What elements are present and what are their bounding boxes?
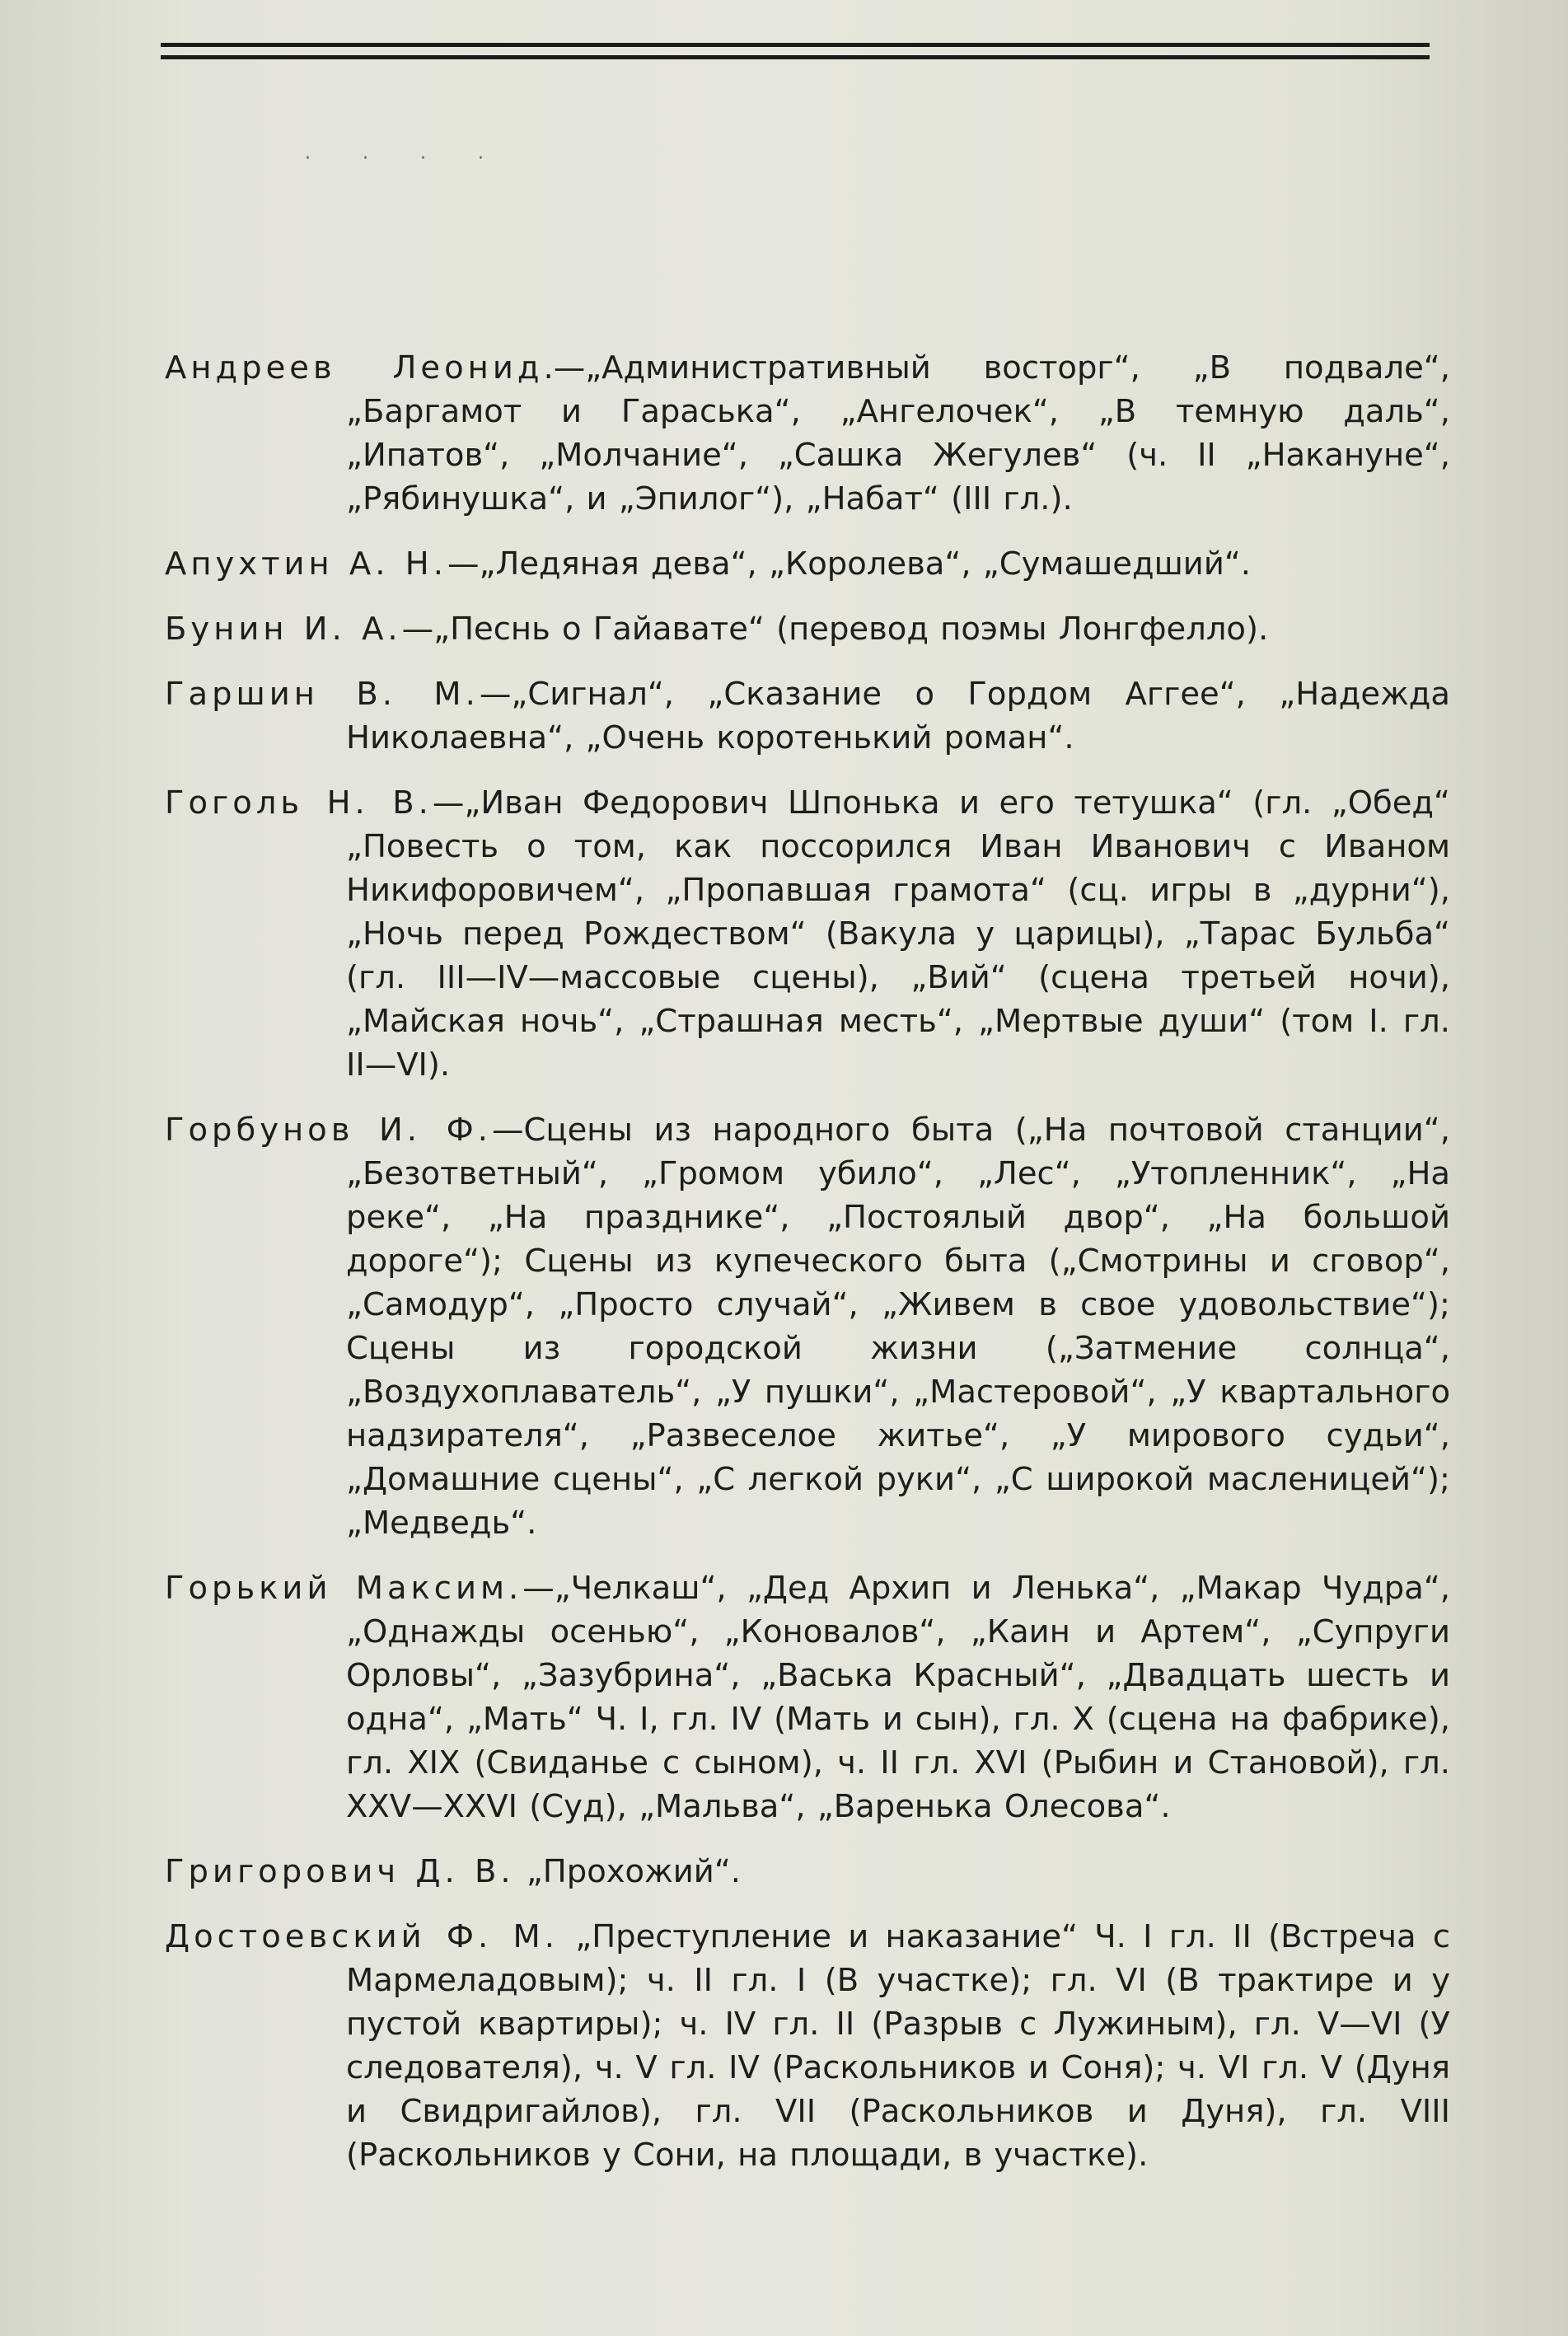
entry-gorky <box>165 1566 1450 1828</box>
author-name: Гаршин В. М. <box>165 676 480 713</box>
entry-andreev <box>165 346 1450 521</box>
works-list: —„Иван Федорович Шпонька и его тетушка“ (гл. „Обед“ „Повесть о том, как поссорился Иван Иванович с Иваном Никифоровичем“, „Пропавшая грамота“ (сц. игры в „дурни“), „Ночь перед Рождеством“ (Вакула у царицы), „Тарас Бульба“ (гл. III—IV—массовые сцены), „Вий“ (сцена третьей ночи), „Майская ночь“, „Страшная месть“, „Мертвые души“ (том I. гл. II—VI). <box>346 784 1450 1084</box>
entry-apukhtin <box>165 542 1450 586</box>
top-rule-thin <box>161 55 1430 59</box>
works-list: —„Челкаш“, „Дед Архип и Ленька“, „Макар Чудра“, „Однажды осенью“, „Коновалов“, „Каин и Артем“, „Супруги Орловы“, „Зазубрина“, „Васька Красный“, „Двадцать шесть и одна“, „Мать“ Ч. I, гл. IV (Мать и сын), гл. X (сцена на фабрике), гл. XIX (Свиданье с сыном), ч. II гл. XVI (Рыбин и Становой), гл. XXV—XXVI (Суд), „Мальва“, „Варенька Олесова“. <box>346 1570 1451 1825</box>
works-list: „Прохожий“. <box>514 1853 742 1890</box>
entry-dostoevsky <box>165 1915 1450 2177</box>
entry-gogol <box>165 781 1450 1087</box>
works-list: —„Сигнал“, „Сказание о Гордом Аггее“, „Надежда Николаевна“, „Очень коротенький роман“. <box>346 676 1450 756</box>
entry-gorbunov <box>165 1108 1450 1545</box>
works-list: .—„Административный восторг“, „В подвале“, „Баргамот и Гараська“, „Ангелочек“, „В темную даль“, „Ипатов“, „Молчание“, „Сашка Жегулев“ (ч. II „Накануне“, „Рябинушка“, и „Эпилог“), „Набат“ (III гл.). <box>346 349 1450 517</box>
entry-bunin <box>165 607 1450 651</box>
works-list: „Преступление и наказание“ Ч. I гл. II (Встреча с Мармеладовым); ч. II гл. I (В участке); гл. VI (В трактире и у пустой квартиры); ч. IV гл. II (Разрыв с Лужиным), гл. V—VI (У следователя), ч. V гл. IV (Раскольников и Соня); ч. VI гл. V (Дуня и Свидригайлов), гл. VII (Раскольников и Дуня), гл. VIII (Раскольников у Сони, на площади, в участке). <box>346 1918 1450 2174</box>
entry-grigorovich <box>165 1850 1450 1894</box>
entry-garshin <box>165 672 1450 760</box>
author-name: Бунин И. А. <box>165 611 402 648</box>
works-list: —„Песнь о Гайавате“ (перевод поэмы Лонгфелло). <box>401 611 1269 648</box>
author-name: Достоевский Ф. М. <box>165 1918 559 1955</box>
works-list: —Сцены из народного быта („На почтовой станции“, „Безответный“, „Громом убило“, „Лес“, „Утопленник“, „На реке“, „На празднике“, „Постоялый двор“, „На большой дороге“); Сцены из купеческого быта („Смотрины и сговор“, „Самодур“, „Просто случай“, „Живем в свое удовольствие“); Сцены из городской жизни („Затмение солнца“, „Воздухоплаватель“, „У пушки“, „Мастеровой“, „У квартального надзирателя“, „Развеселое житье“, „У мирового судьи“, „Домашние сцены“, „С легкой руки“, „С широкой масленицей“); „Медведь“. <box>346 1112 1450 1542</box>
author-name: Гоголь Н. В. <box>165 784 433 822</box>
works-list: —„Ледяная дева“, „Королева“, „Сумашедший“. <box>447 545 1252 583</box>
author-name: Горький Максим. <box>165 1570 523 1607</box>
author-entries-list <box>165 346 1450 2198</box>
top-rule-thick <box>161 43 1430 47</box>
author-name: Григорович Д. В. <box>165 1853 515 1890</box>
author-name: Апухтин А. Н. <box>165 545 447 583</box>
author-name: Горбунов И. Ф. <box>165 1112 493 1149</box>
ink-specks: · · · · <box>305 148 507 169</box>
author-name: Андреев Леонид <box>165 349 544 386</box>
